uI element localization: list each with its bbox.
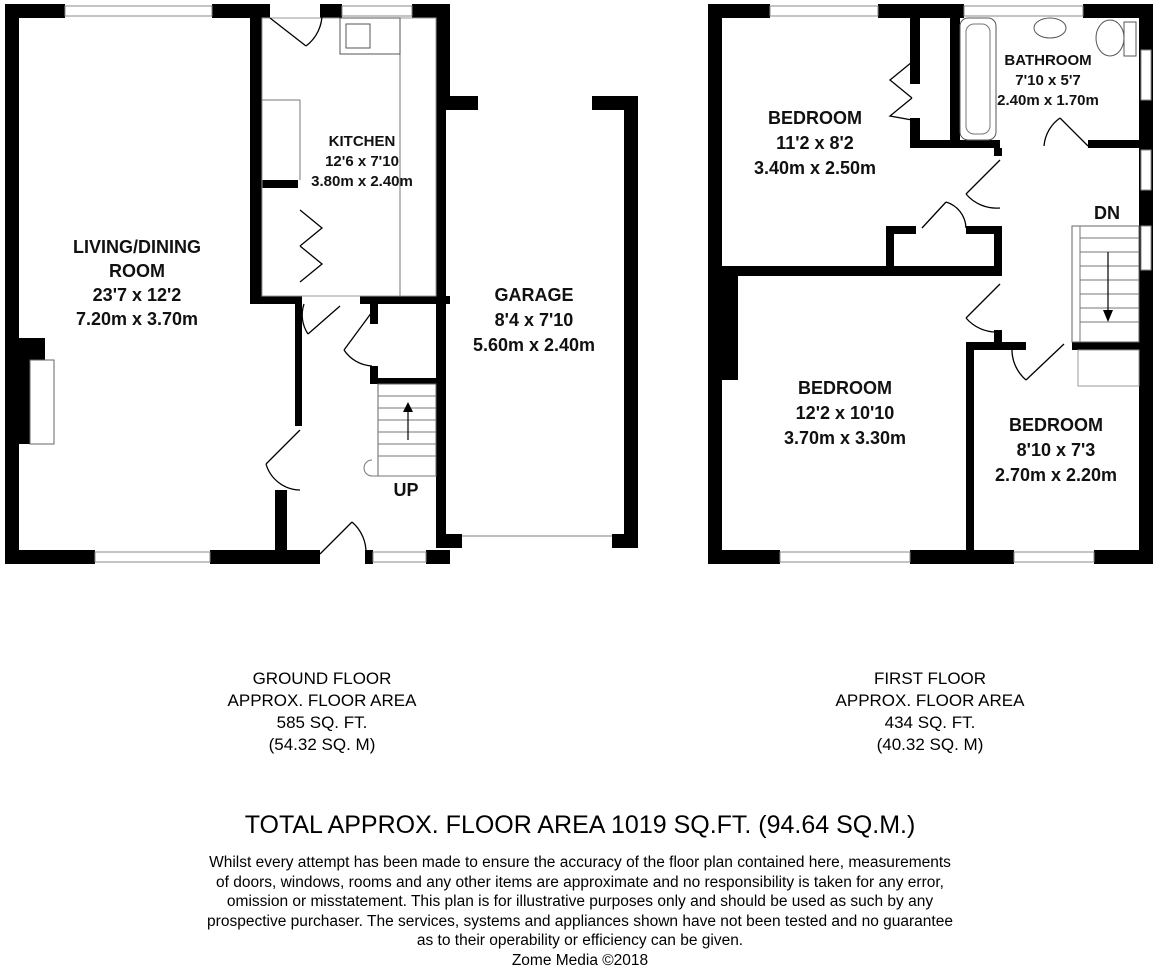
wall	[426, 550, 450, 564]
garage-name: GARAGE	[494, 285, 573, 305]
basin-icon	[1034, 18, 1066, 38]
bedroom3-name: BEDROOM	[1009, 415, 1103, 435]
staircase-down	[1072, 226, 1139, 386]
wall	[994, 226, 1002, 276]
kitchen-name: KITCHEN	[329, 133, 396, 150]
bedroom1-metric: 3.40m x 2.50m	[754, 158, 876, 178]
wall	[910, 550, 1014, 564]
door-swing-icon	[922, 202, 966, 228]
living-room-name-line2: ROOM	[109, 261, 165, 281]
wall	[708, 266, 1000, 276]
window	[1141, 150, 1151, 190]
total-floor-area: TOTAL APPROX. FLOOR AREA 1019 SQ.FT. (94.64 SQ.M.)	[0, 811, 1160, 840]
window	[964, 6, 1083, 16]
bedroom3-imperial: 8'10 x 7'3	[1017, 440, 1096, 460]
first-floor-area-line: FIRST FLOOR	[780, 668, 1080, 690]
wall	[1094, 550, 1153, 564]
bathroom-name: BATHROOM	[1004, 52, 1091, 69]
wall	[250, 4, 262, 304]
garage-imperial: 8'4 x 7'10	[495, 310, 574, 330]
wall	[5, 4, 19, 564]
ground-floor-area-line: APPROX. FLOOR AREA	[172, 690, 472, 712]
bedroom2-metric: 3.70m x 3.30m	[784, 428, 906, 448]
living-room-name-line1: LIVING/DINING	[73, 237, 201, 257]
bath-icon	[960, 18, 996, 140]
wall	[966, 342, 1026, 350]
wall	[436, 96, 446, 546]
wall	[878, 4, 964, 18]
staircase-up	[364, 384, 436, 476]
window	[770, 6, 878, 16]
door-swing-icon	[1044, 118, 1088, 146]
first-floor-area	[780, 668, 1080, 756]
door-swing-icon	[966, 160, 1000, 208]
first-floor-area-line: (40.32 SQ. M)	[780, 734, 1080, 756]
wall	[5, 550, 95, 564]
wall	[436, 4, 450, 100]
window	[95, 552, 210, 562]
ground-floor-area-line: 585 SQ. FT.	[172, 712, 472, 734]
wall	[1072, 342, 1153, 350]
chimney-breast	[722, 276, 738, 380]
bedroom2-name: BEDROOM	[798, 378, 892, 398]
cistern-icon	[1124, 22, 1136, 56]
door-swing-icon	[270, 12, 322, 46]
wall	[295, 296, 302, 426]
ground-floor-area-line: GROUND FLOOR	[172, 668, 472, 690]
disclaimer-line: as to their operability or efficiency can be given.	[170, 931, 990, 951]
wall	[708, 550, 780, 564]
garage-metric: 5.60m x 2.40m	[473, 335, 595, 355]
window	[373, 552, 426, 562]
first-floor-area-line: APPROX. FLOOR AREA	[780, 690, 1080, 712]
wall	[966, 342, 974, 564]
disclaimer	[170, 853, 990, 970]
door-swing-icon	[302, 304, 340, 334]
wall	[910, 18, 920, 84]
wall	[708, 4, 722, 564]
window	[65, 6, 212, 16]
bedroom1-imperial: 11'2 x 8'2	[776, 133, 854, 153]
wall	[886, 226, 916, 234]
window	[1141, 50, 1151, 100]
wall	[1088, 140, 1153, 148]
stairs-up-label: UP	[393, 480, 418, 500]
disclaimer-line: Whilst every attempt has been made to ensure the accuracy of the floor plan contained here, measurements	[170, 853, 990, 873]
disclaimer-line: prospective purchaser. The services, systems and appliances shown have not been tested and no guarantee	[170, 912, 990, 932]
window	[1014, 552, 1094, 562]
kitchen-metric: 3.80m x 2.40m	[311, 173, 413, 190]
wall	[436, 534, 462, 548]
wall	[250, 296, 298, 304]
bifold-door-icon	[890, 62, 912, 120]
ground-floor-area	[172, 668, 472, 756]
bedroom2-imperial: 12'2 x 10'10	[796, 403, 895, 423]
window	[1141, 226, 1151, 270]
kitchen-imperial: 12'6 x 7'10	[325, 153, 399, 170]
bedroom1-name: BEDROOM	[768, 108, 862, 128]
wall	[612, 534, 638, 548]
door-swing-icon	[266, 430, 300, 490]
toilet-icon	[1096, 20, 1124, 56]
window	[780, 552, 910, 562]
ground-floor-plan	[5, 4, 638, 564]
wall	[250, 180, 298, 188]
wall	[950, 18, 960, 146]
wall	[994, 148, 1002, 156]
wall	[370, 378, 440, 384]
wall	[360, 296, 450, 304]
credit: Zome Media ©2018	[170, 951, 990, 970]
bathroom-imperial: 7'10 x 5'7	[1015, 72, 1081, 89]
wall	[910, 140, 1000, 148]
bathroom-metric: 2.40m x 1.70m	[997, 92, 1099, 109]
disclaimer-line: omission or misstatement. This plan is for illustrative purposes only and should be used as such by any	[170, 892, 990, 912]
door-swing-icon	[966, 284, 1000, 332]
bedroom3-metric: 2.70m x 2.20m	[995, 465, 1117, 485]
wall	[624, 96, 638, 546]
fireplace	[30, 360, 54, 444]
stairs-down-label: DN	[1094, 203, 1120, 223]
wall	[275, 550, 320, 564]
door-swing-icon	[320, 522, 366, 554]
wall	[320, 4, 342, 18]
living-room-metric: 7.20m x 3.70m	[76, 309, 198, 329]
living-room-imperial: 23'7 x 12'2	[93, 285, 182, 305]
window	[342, 6, 412, 16]
ground-floor-area-line: (54.32 SQ. M)	[172, 734, 472, 756]
first-floor-area-line: 434 SQ. FT.	[780, 712, 1080, 734]
disclaimer-line: of doors, windows, rooms and any other items are approximate and no responsibility is taken for any error,	[170, 873, 990, 893]
door-swing-icon	[344, 312, 372, 366]
bifold-door-icon	[300, 210, 322, 282]
